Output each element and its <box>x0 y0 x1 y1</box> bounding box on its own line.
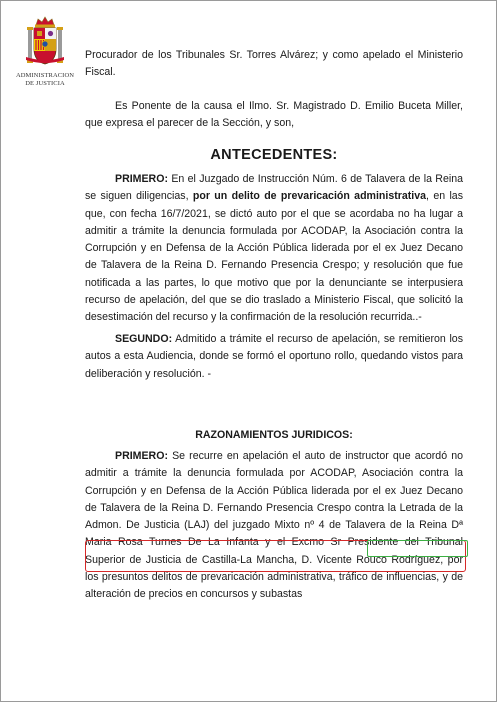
intro-paragraph-2 <box>85 98 463 133</box>
razonamientos-primero-text: Se recurre en apelación el auto de instructor que acordó no admitir a trámite la denuncia formulada por ACODAP, Asociación contra la Corrupción y en Defensa de la Acción Pública liderada por el ex Juez Decano de Talavera de la Reina D. Fernando Presencia Crespo contra la Letrada de la Admon. De Justicia (LAJ) del juzgado Mixto nº 4 de Talavera de la Reina Dª Maria Rosa Turnes De La Infanta y el Excmo Sr Presidente del Tribunal Superior de Justicia de Castilla-La Mancha, D. Vicente Rouco Rodríguez, por los presuntos delitos de prevaricación administrativa, tráfico de influencias, y de alteración de precios en concursos y subastas <box>85 450 463 601</box>
intro-paragraph-1 <box>85 47 463 82</box>
antecedentes-heading: ANTECEDENTES: <box>210 147 338 163</box>
razonamientos-primero-label: PRIMERO: <box>115 450 168 462</box>
razonamientos-primero <box>85 448 463 604</box>
antecedentes-primero <box>85 171 463 327</box>
emblem-caption <box>15 72 75 87</box>
emblem-caption-line2: DE JUSTICIA <box>25 79 65 87</box>
antecedentes-primero-text-a: En el Juzgado de Instrucción Núm. 6 de Talavera de la Reina se siguen diligencias, <box>85 173 463 203</box>
intro-p2-text: Es Ponente de la causa el Ilmo. Sr. Magistrado D. Emilio Buceta Miller, que expresa el parecer de la Sección, y son, <box>85 100 463 130</box>
coat-of-arms <box>15 15 75 89</box>
antecedentes-primero-label: PRIMERO: <box>115 173 168 185</box>
antecedentes-primero-bold: por un delito de prevaricación administrativa <box>192 190 427 203</box>
antecedentes-segundo <box>85 331 463 383</box>
antecedentes-segundo-label: SEGUNDO: <box>115 333 173 345</box>
razonamientos-heading: RAZONAMIENTOS JURIDICOS: <box>195 429 353 441</box>
antecedentes-segundo-text: Admitido a trámite el recurso de apelación, se remitieron los autos a esta Audiencia, donde se formó el oportuno rollo, quedando vistos para deliberación y resolución. - <box>85 333 463 380</box>
intro-p1-text: Procurador de los Tribunales Sr. Torres Alvárez; y como apelado el Ministerio Fiscal. <box>85 49 463 79</box>
emblem-caption-line1: ADMINISTRACION <box>15 72 75 79</box>
antecedentes-primero-text-b: , en las que, con fecha 16/7/2021, se dictó auto por el que se acordaba no ha lugar a admitir a trámite la denuncia formulada por ACODAP, la Asociación contra la Corrupción y en Defensa de la Acción Pública liderada por el ex Juez Decano de Talavera de la Reina D. Fernando Presencia Crespo; y resolución que fue notificada a las partes, lo que motivo que por la denunciante se interpusiera recurso de apelación, del que se dio traslado a Ministerio Fiscal, que solicitó la desestimación del recurso y la confirmación de la resolución recurrida..- <box>85 190 463 324</box>
spain-coat-of-arms-icon <box>26 15 64 71</box>
